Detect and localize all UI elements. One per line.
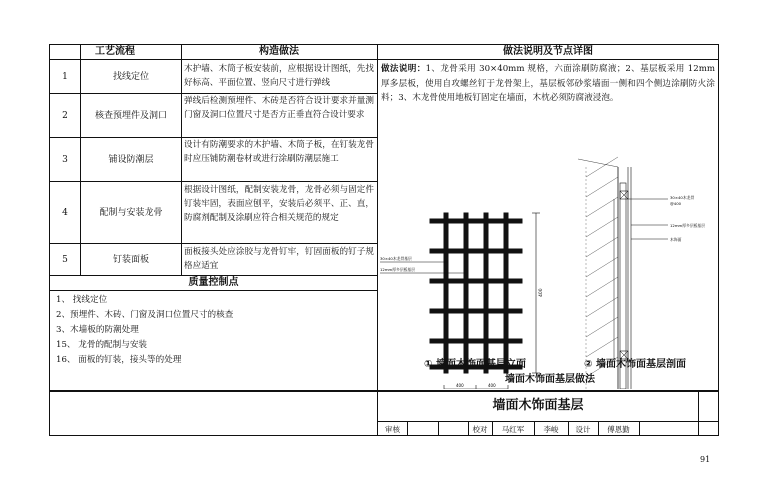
review-label: 审核 xyxy=(385,424,400,434)
elevation-caption: ① 墙面木饰面基层立面 xyxy=(424,359,526,370)
row-4-process: 配制与安装龙骨 xyxy=(99,207,163,218)
dim-height: 400 xyxy=(539,288,544,297)
sec-label-3: 木饰面 xyxy=(670,237,682,242)
row-1-method: 木护墙、木筒子板安装前，应根据设计图纸，先找好标高、平面位置、竖向尺寸进行弹线 xyxy=(184,64,374,88)
notes-body: 1、龙骨采用 30×40mm 规格，六面涂刷防腐液；2、基层板采用 12mm 厚多层板，使用自攻螺丝钉于龙骨架上，基层板邻砂浆墙面一侧和四个侧边涂刷防火涂料；3、木龙骨使用地板钉固定在墙面，木枕必须防腐液浸泡。 xyxy=(381,64,715,103)
quality-title: 质量控制点 xyxy=(188,277,239,288)
row-2-no: 2 xyxy=(62,110,68,121)
titleblock-title: 墙面木饰面基层 xyxy=(492,398,584,413)
drawing-sheet xyxy=(49,44,719,436)
quality-item: 1、 找线定位 xyxy=(56,295,108,305)
row-2-process: 核查预埋件及洞口 xyxy=(94,110,167,121)
person2-name: 李峻 xyxy=(543,424,559,434)
row-1-no: 1 xyxy=(62,71,68,82)
sec-label-1: 30×40木龙骨 xyxy=(670,195,695,200)
section-wall xyxy=(578,157,668,389)
notes-label: 做法说明： xyxy=(381,64,426,74)
detail-drawing xyxy=(378,107,718,389)
sec-label-1b: @400 xyxy=(670,201,682,206)
main-caption: 墙面木饰面基层做法 xyxy=(505,374,595,385)
row-5-no: 5 xyxy=(62,254,68,265)
design-label: 设计 xyxy=(575,424,591,434)
notes-text xyxy=(381,62,715,106)
elev-label-2: 12mm厚多层板基层 xyxy=(380,267,416,272)
row-2-method: 弹线后检测预埋件、木砖是否符合设计要求并量测门窗及洞口位置尺寸是否方正垂直符合设计要求 xyxy=(184,96,374,120)
checker-name: 马红军 xyxy=(501,424,525,434)
row-4-method: 根据设计图纸，配制安装龙骨，龙骨必须与固定件钉装牢固，表面应刨平，安装后必须平、正、直，防腐剂配制及涂刷应符合相关规范的规定 xyxy=(184,185,374,223)
row-5-method: 面板接头处应涂胶与龙骨钉牢，钉固面板的钉子规格应适宜 xyxy=(184,247,374,271)
quality-item: 16、 面板的钉装，接头等的处理 xyxy=(56,355,182,365)
designer-name: 傅恩勤 xyxy=(607,424,630,434)
row-3-method: 设计有防潮要求的木护墙、木筒子板，在钉装龙骨时应压铺防潮卷材或进行涂刷防潮层施工 xyxy=(184,140,374,164)
quality-item: 2、预埋件、木砖、门窗及洞口位置尺寸的核查 xyxy=(56,310,234,320)
page-number: 91 xyxy=(700,455,711,464)
elev-label-1: 30×40木龙骨基层 xyxy=(380,256,412,261)
row-3-no: 3 xyxy=(62,154,68,165)
dim-width-1: 400 xyxy=(456,383,464,388)
header-method: 构造做法 xyxy=(259,46,299,57)
row-3-process: 铺设防潮层 xyxy=(108,154,154,165)
row-4-no: 4 xyxy=(62,207,68,218)
sec-label-2: 12mm厚多层板基层 xyxy=(670,223,706,228)
row-1-process: 找线定位 xyxy=(112,71,149,82)
quality-item: 3、木墙板的防潮处理 xyxy=(56,325,139,335)
check-label: 校对 xyxy=(472,424,488,434)
header-process: 工艺流程 xyxy=(95,46,135,57)
quality-item: 15、 龙骨的配制与安装 xyxy=(56,340,148,350)
section-caption: ② 墙面木饰面基层剖面 xyxy=(584,359,686,370)
row-5-process: 钉装面板 xyxy=(112,254,149,265)
header-notes: 做法说明及节点详图 xyxy=(503,46,593,57)
dim-width-2: 400 xyxy=(488,383,496,388)
